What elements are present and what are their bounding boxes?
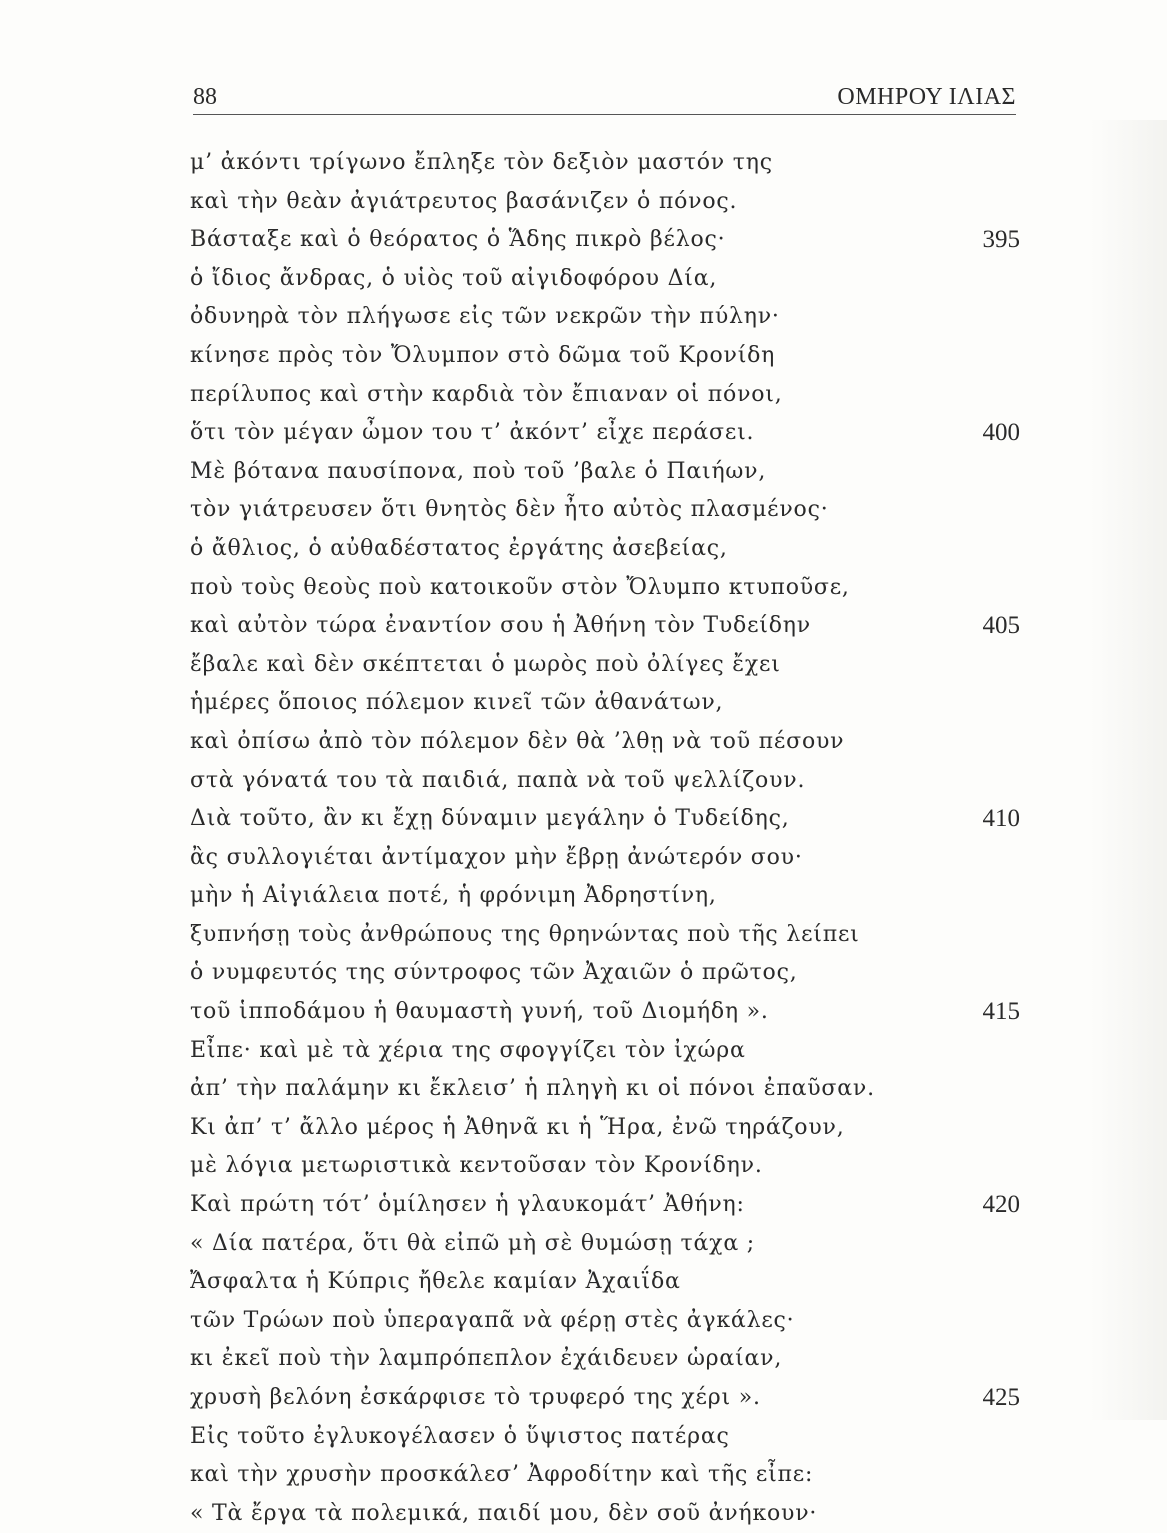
verse-line [190, 1456, 1020, 1495]
facing-page-bleed [1090, 120, 1167, 1420]
verse-text: μὴν ἡ Αἰγιάλεια ποτέ, ἡ φρόνιμη Ἀδρηστίνη, [190, 883, 717, 909]
verse-line [190, 762, 1020, 801]
verse-text: Εἶπε· καὶ μὲ τὰ χέρια της σφογγίζει τὸν ἰχώρα [190, 1037, 746, 1063]
verse-text: ἂς συλλογιέται ἀντίμαχον μὴν ἔβρῃ ἀνώτερόν σου· [190, 844, 803, 870]
verse-block [190, 144, 1020, 1533]
verse-text: Ἄσφαλτα ἡ Κύπρις ἤθελε καμίαν Ἀχαιΐδα [190, 1269, 681, 1295]
verse-text: ὅτι τὸν μέγαν ὦμον του τ’ ἀκόντ’ εἶχε περάσει. [190, 420, 755, 446]
page-number: 88 [193, 84, 217, 110]
verse-text: καὶ τὴν χρυσὴν προσκάλεσ’ Ἀφροδίτην καὶ τῆς εἶπε: [190, 1462, 814, 1488]
verse-line [190, 221, 1020, 260]
verse-line [190, 491, 1020, 530]
verse-line [190, 1032, 1020, 1071]
verse-text: Εἰς τοῦτο ἐγλυκογέλασεν ὁ ὕψιστος πατέρας [190, 1423, 730, 1449]
verse-line [190, 1340, 1020, 1379]
verse-line [190, 1109, 1020, 1148]
verse-line [190, 260, 1020, 299]
verse-line [190, 916, 1020, 955]
verse-text: στὰ γόνατά του τὰ παιδιά, παπὰ νὰ τοῦ ψελλίζουν. [190, 767, 806, 793]
verse-line [190, 298, 1020, 337]
running-title: ΟΜΗΡΟΥ ΙΛΙΑΣ [837, 84, 1016, 110]
verse-line [190, 1495, 1020, 1533]
verse-text: ἀπ’ τὴν παλάμην κι ἔκλεισ’ ἡ πληγὴ κι οἱ πόνοι ἐπαῦσαν. [190, 1076, 875, 1102]
verse-line [190, 839, 1020, 878]
line-number: 405 [982, 612, 1020, 640]
verse-text: μὲ λόγια μετωριστικὰ κεντοῦσαν τὸν Κρονίδην. [190, 1153, 763, 1179]
verse-text: ποὺ τοὺς θεοὺς ποὺ κατοικοῦν στὸν Ὄλυμπο κτυποῦσε, [190, 574, 850, 600]
verse-line [190, 1147, 1020, 1186]
verse-text: Διὰ τοῦτο, ἂν κι ἔχῃ δύναμιν μεγάλην ὁ Τυδείδης, [190, 806, 790, 832]
line-number: 400 [982, 419, 1020, 447]
verse-line [190, 1302, 1020, 1341]
verse-line [190, 183, 1020, 222]
verse-line [190, 607, 1020, 646]
verse-line [190, 337, 1020, 376]
verse-text: Καὶ πρώτη τότ’ ὁμίλησεν ἡ γλαυκομάτ’ Ἀθήνη: [190, 1192, 745, 1218]
verse-line [190, 144, 1020, 183]
verse-line [190, 1225, 1020, 1264]
verse-line [190, 646, 1020, 685]
verse-text: ὁ νυμφευτός της σύντροφος τῶν Ἀχαιῶν ὁ πρῶτος, [190, 960, 798, 986]
verse-text: ὀδυνηρὰ τὸν πλήγωσε εἰς τῶν νεκρῶν τὴν πύλην· [190, 304, 780, 330]
verse-text: τοῦ ἱπποδάμου ἡ θαυμαστὴ γυνή, τοῦ Διομήδη ». [190, 999, 769, 1025]
verse-text: « Τὰ ἔργα τὰ πολεμικά, παιδί μου, δὲν σοῦ ἀνήκουν· [190, 1500, 818, 1526]
verse-line [190, 684, 1020, 723]
verse-line [190, 414, 1020, 453]
verse-text: καὶ ὀπίσω ἀπὸ τὸν πόλεμον δὲν θὰ ’λθῃ νὰ τοῦ πέσουν [190, 728, 845, 754]
verse-text: Μὲ βότανα παυσίπονα, ποὺ τοῦ ’βαλε ὁ Παιήων, [190, 458, 767, 484]
verse-text: ὁ ἄθλιος, ὁ αὐθαδέστατος ἐργάτης ἀσεβείας, [190, 535, 728, 561]
verse-text: μ’ ἀκόντι τρίγωνο ἔπληξε τὸν δεξιὸν μαστόν της [190, 150, 773, 175]
verse-text: ὁ ἴδιος ἄνδρας, ὁ υἱὸς τοῦ αἰγιδοφόρου Δία, [190, 265, 718, 291]
verse-line [190, 954, 1020, 993]
verse-text: καὶ αὐτὸν τώρα ἐναντίον σου ἡ Ἀθήνη τὸν Τυδείδην [190, 613, 811, 639]
verse-line [190, 530, 1020, 569]
verse-line [190, 569, 1020, 608]
verse-text: καὶ τὴν θεὰν ἀγιάτρευτος βασάνιζεν ὁ πόνος. [190, 188, 738, 214]
verse-text: ἡμέρες ὅποιος πόλεμον κινεῖ τῶν ἀθανάτων, [190, 690, 724, 716]
verse-line [190, 723, 1020, 762]
verse-text: Βάσταξε καὶ ὁ θεόρατος ὁ Ἅδης πικρὸ βέλος· [190, 227, 726, 253]
verse-text: κίνησε πρὸς τὸν Ὄλυμπον στὸ δῶμα τοῦ Κρονίδη [190, 342, 776, 368]
line-number: 425 [982, 1384, 1020, 1411]
verse-text: ξυπνήσῃ τοὺς ἀνθρώπους της θρηνώντας ποὺ τῆς λείπει [190, 921, 860, 947]
verse-line [190, 376, 1020, 415]
verse-line [190, 453, 1020, 492]
verse-text: ἔβαλε καὶ δὲν σκέπτεται ὁ μωρὸς ποὺ ὀλίγες ἔχει [190, 651, 781, 677]
line-number: 410 [982, 805, 1020, 833]
line-number: 415 [982, 998, 1020, 1026]
verse-line [190, 800, 1020, 839]
verse-text: περίλυπος καὶ στὴν καρδιὰ τὸν ἔπιαναν οἱ πόνοι, [190, 381, 783, 407]
verse-line [190, 1070, 1020, 1109]
verse-line [190, 1263, 1020, 1302]
page-header [193, 78, 1016, 115]
verse-text: χρυσὴ βελόνη ἐσκάρφισε τὸ τρυφερό της χέρι ». [190, 1385, 761, 1410]
verse-text: κι ἐκεῖ ποὺ τὴν λαμπρόπεπλον ἐχάιδευεν ὡραίαν, [190, 1346, 783, 1372]
verse-text: τὸν γιάτρευσεν ὅτι θνητὸς δὲν ἦτο αὐτὸς πλασμένος· [190, 497, 829, 523]
verse-line [190, 1186, 1020, 1225]
verse-text: « Δία πατέρα, ὅτι θὰ εἰπῶ μὴ σὲ θυμώσῃ τάχα ; [190, 1230, 755, 1256]
line-number: 395 [982, 226, 1020, 254]
verse-line [190, 1418, 1020, 1457]
verse-text: Κι ἀπ’ τ’ ἄλλο μέρος ἡ Ἀθηνᾶ κι ἡ Ἥρα, ἐνῶ τηράζουν, [190, 1114, 845, 1140]
verse-text: τῶν Τρώων ποὺ ὑπεραγαπᾶ νὰ φέρῃ στὲς ἀγκάλες· [190, 1307, 795, 1333]
line-number: 420 [982, 1191, 1020, 1219]
verse-line [190, 1379, 1020, 1418]
verse-line [190, 877, 1020, 916]
verse-line [190, 993, 1020, 1032]
